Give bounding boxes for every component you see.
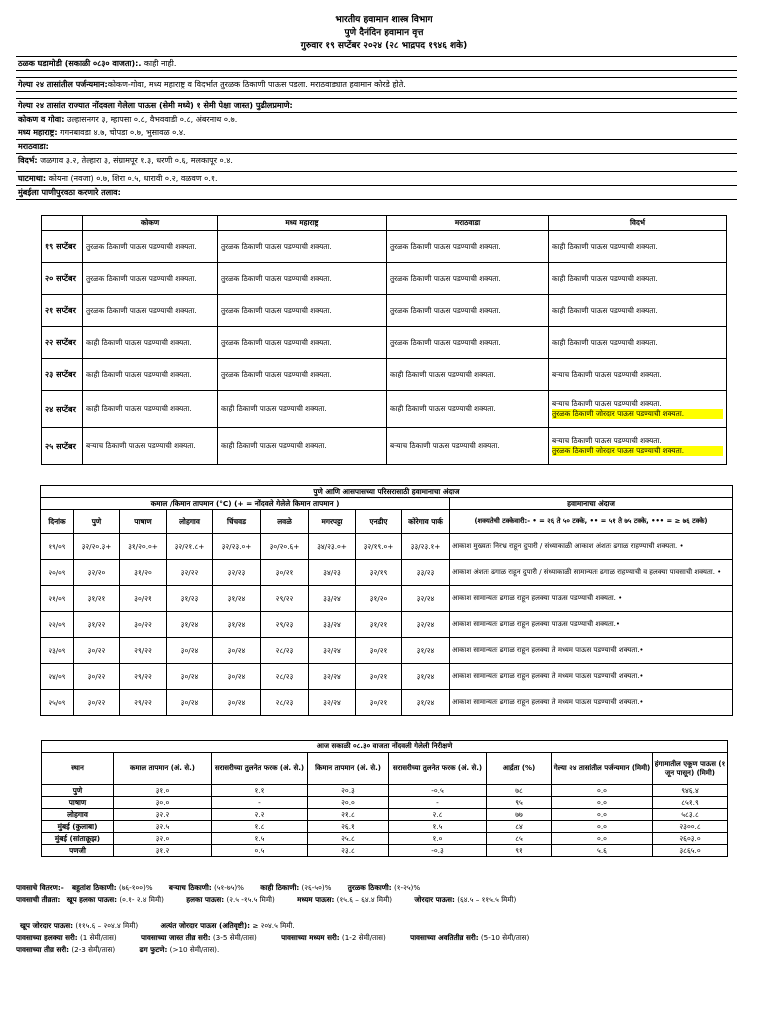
- forecast-cell-madhya: तुरळक ठिकाणी पाऊस पडण्याची शक्यता.: [218, 359, 387, 391]
- forecast-cell-vidarbha: काही ठिकाणी पाऊस पडण्याची शक्यता.: [549, 231, 727, 263]
- forecast-day: १९/०९: [41, 534, 74, 560]
- pune-forecast-row: [41, 690, 733, 716]
- header-vidarbha: विदर्भ: [549, 216, 727, 231]
- rate-legend: पावसाच्या हलक्या सरी: (1 सेमी/तास) पावसाच्या जास्त तीव्र सरी: (3-5 सेमी/तास) पावसाच्या मध्यम सरी: (1-2 सेमी/तास) पावसाच्या अवतितीव्र सरी: (5-10 सेमी/तास): [16, 933, 530, 942]
- pune-forecast-title: पुणे आणि आसपासच्या परिसरासाठी हवामानाचा अंदाज: [41, 486, 733, 498]
- forecast-cell-vidarbha: काही ठिकाणी पाऊस पडण्याची शक्यता.: [549, 263, 727, 295]
- obs-row: [42, 785, 728, 797]
- forecast-row: [42, 231, 727, 263]
- temp-cell: २९/२२: [261, 586, 309, 612]
- obs-value: ०.०: [552, 797, 653, 809]
- header-madhya: मध्य महाराष्ट्र: [218, 216, 387, 231]
- obs-value: २६.१: [308, 821, 389, 833]
- obs-value: ३१.०: [114, 785, 212, 797]
- obs-value: ९४६.४: [653, 785, 728, 797]
- summary-line: गेल्या २४ तासांत राज्यात नोंदवला गेलेला पाऊस (सेमी मध्ये) १ सेमी पेक्षा जास्त) पुढीलप्रमाणे:: [16, 98, 737, 112]
- heavy-rain-warning: तुरळक ठिकाणी जोरदार पाऊस पडण्याची शक्यता.: [552, 409, 723, 419]
- obs-value: १.५: [389, 821, 487, 833]
- summary-line: विदर्भ: जळगाव ३.२, तेल्हारा ३, संग्रामपूर १.३, धरणी ०.६, मलकापूर ०.४.: [16, 153, 737, 167]
- temp-cell: ३०/२४: [213, 638, 261, 664]
- obs-value: ०.०: [552, 833, 653, 845]
- forecast-cell-marathwada: तुरळक ठिकाणी पाऊस पडण्याची शक्यता.: [387, 327, 549, 359]
- temp-cell: ३२/२४: [309, 664, 356, 690]
- forecast-date: २० सप्टेंबर: [42, 263, 83, 295]
- obs-column-header: हंगामातील एकूण पाऊस (१ जून पासून) (मिमी): [653, 753, 728, 785]
- obs-value: २३००.८: [653, 821, 728, 833]
- obs-value: ७७: [487, 809, 552, 821]
- summary-line: मराठवाडा:: [16, 139, 737, 153]
- obs-value: २.२: [212, 809, 308, 821]
- obs-value: ०.५: [212, 845, 308, 857]
- obs-column-header: किमान तापमान (अं. से.): [308, 753, 389, 785]
- weather-outlook: आकाश सामान्यतः ढगाळ राहून हलक्या पाऊस पडण्याची शक्यता. •: [450, 586, 733, 612]
- obs-value: ३२.२: [114, 809, 212, 821]
- obs-value: ८४: [487, 821, 552, 833]
- obs-value: १.५: [212, 833, 308, 845]
- station-name: पणजी: [42, 845, 114, 857]
- forecast-cell-madhya: तुरळक ठिकाणी पाऊस पडण्याची शक्यता.: [218, 295, 387, 327]
- temp-cell: २९/२२: [120, 690, 167, 716]
- forecast-cell-konkan: काही ठिकाणी पाऊस पडण्याची शक्यता.: [83, 327, 218, 359]
- temp-cell: ३०/२०.६+: [261, 534, 309, 560]
- forecast-cell-madhya: तुरळक ठिकाणी पाऊस पडण्याची शक्यता.: [218, 231, 387, 263]
- weather-outlook: आकाश सामान्यतः ढगाळ राहून हलक्या ते मध्यम पाऊस पडण्याची शक्यता.•: [450, 690, 733, 716]
- forecast-day: २२/०९: [41, 612, 74, 638]
- obs-value: २६०३.०: [653, 833, 728, 845]
- forecast-date: २४ सप्टेंबर: [42, 391, 83, 428]
- pune-forecast-row: [41, 664, 733, 690]
- temp-cell: ३२/२३.०+: [213, 534, 261, 560]
- temp-cell: ३०/२२: [74, 638, 120, 664]
- pune-forecast-row: [41, 586, 733, 612]
- obs-column-header: सरासरीच्या तुलनेत फरक (अं. से.): [389, 753, 487, 785]
- obs-value: ०.०: [552, 821, 653, 833]
- department-title: भारतीय हवामान शास्त्र विभाग: [335, 15, 433, 25]
- forecast-row: [42, 359, 727, 391]
- forecast-day: २०/०९: [41, 560, 74, 586]
- temp-cell: ३२/२२: [167, 560, 213, 586]
- intensity-legend-2: खूप जोरदार पाऊस: (११५.६ – २०४.४ मिमी) अत्यंत जोरदार पाऊस (अतिवृष्टी): ≥ २०४.५ मिमी.: [20, 921, 295, 930]
- obs-column-header: गेल्या २४ तासांतील पर्जन्यमान (मिमी): [552, 753, 653, 785]
- temp-cell: ३१/२४: [402, 690, 450, 716]
- temp-cell: ३२/२०.३+: [74, 534, 120, 560]
- temp-header: कमाल /किमान तापमान (°C) (+ = नोंदवले गेलेले किमान तापमान ): [41, 498, 450, 510]
- weather-outlook: आकाश अंशतः ढगाळ राहून दुपारी / संध्याकाळी सामान्यतः ढगाळ राहण्याची व हलक्या पावसाची शक्यता. •: [450, 560, 733, 586]
- temp-cell: ३०/२४: [213, 664, 261, 690]
- forecast-cell-vidarbha: काही ठिकाणी पाऊस पडण्याची शक्यता.: [549, 295, 727, 327]
- temp-cell: ३०/२२: [120, 612, 167, 638]
- header-marathwada: मराठवाडा: [387, 216, 549, 231]
- temp-cell: ३१/२०.०+: [120, 534, 167, 560]
- temp-cell: ३१/२४: [213, 612, 261, 638]
- temp-cell: ३०/२२: [74, 690, 120, 716]
- obs-row: [42, 797, 728, 809]
- bulletin-date: गुरुवार १९ सप्टेंबर २०२४ (२८ भाद्रपद १९४६ शके): [300, 41, 468, 51]
- forecast-cell-marathwada: काही ठिकाणी पाऊस पडण्याची शक्यता.: [387, 391, 549, 428]
- forecast-day: २५/०९: [41, 690, 74, 716]
- forecast-cell-madhya: काही ठिकाणी पाऊस पडण्याची शक्यता.: [218, 391, 387, 428]
- obs-value: २०.०: [308, 797, 389, 809]
- temp-cell: २९/२२: [120, 638, 167, 664]
- forecast-cell-madhya: काही ठिकाणी पाऊस पडण्याची शक्यता.: [218, 428, 387, 465]
- forecast-row: [42, 295, 727, 327]
- regional-forecast-table: [41, 215, 727, 465]
- temp-cell: ३२/१९: [356, 560, 402, 586]
- obs-row: [42, 809, 728, 821]
- obs-column-header: कमाल तापमान (अं. से.): [114, 753, 212, 785]
- forecast-row: [42, 327, 727, 359]
- obs-row: [42, 821, 728, 833]
- temp-cell: ३०/२१: [356, 690, 402, 716]
- obs-value: -०.३: [389, 845, 487, 857]
- temp-cell: ३०/२४: [167, 664, 213, 690]
- temp-cell: ३०/२२: [74, 664, 120, 690]
- temp-cell: ३१/२४: [402, 664, 450, 690]
- temp-cell: ३१/२१: [356, 612, 402, 638]
- temp-cell: ३३/२४: [309, 612, 356, 638]
- summary-line: मध्य महाराष्ट्र: गगनबावडा ४.७, चोपडा ०.७, भुसावळ ०.४.: [18, 128, 186, 137]
- temp-cell: ३२/२४: [402, 612, 450, 638]
- temp-cell: ३१/२०: [120, 560, 167, 586]
- temp-cell: ३०/२१: [120, 586, 167, 612]
- temp-cell: २८/२३: [261, 638, 309, 664]
- obs-row: [42, 845, 728, 857]
- obs-column-header: स्थान: [42, 753, 114, 785]
- obs-value: ८५१.९: [653, 797, 728, 809]
- observations-table: [41, 740, 728, 857]
- summary-line: ठळक घडामोडी (सकाळी ०८३० वाजता):. काही नाही.: [16, 56, 737, 71]
- temp-cell: ३२/२१.८+: [167, 534, 213, 560]
- weather-outlook: आकाश मुख्यतः निरभ्र राहून दुपारी / संध्याकाळी आकाश अंशतः ढगाळ राहण्याची शक्यता. •: [450, 534, 733, 560]
- weather-header: हवामानाचा अंदाज: [450, 498, 733, 510]
- obs-value: ३८६५.०: [653, 845, 728, 857]
- forecast-row: [42, 263, 727, 295]
- temp-cell: २८/२३: [261, 664, 309, 690]
- forecast-cell-konkan: काही ठिकाणी पाऊस पडण्याची शक्यता.: [83, 391, 218, 428]
- forecast-cell-marathwada: तुरळक ठिकाणी पाऊस पडण्याची शक्यता.: [387, 263, 549, 295]
- temp-cell: ३०/२४: [167, 690, 213, 716]
- summary-line: गेल्या २४ तासांतील पर्जन्यमान:कोकण-गोवा, मध्य महाराष्ट्र व विदर्भात तुरळक ठिकाणी पाऊस पडला. मराठवाड्यात हवामान कोरडे होते.: [16, 77, 737, 92]
- temp-cell: ३१/२१: [74, 586, 120, 612]
- forecast-cell-konkan: काही ठिकाणी पाऊस पडण्याची शक्यता.: [83, 359, 218, 391]
- obs-value: -०.५: [389, 785, 487, 797]
- obs-value: २०.३: [308, 785, 389, 797]
- obs-value: ५८३.८: [653, 809, 728, 821]
- pune-forecast-table: पुणे आणि आसपासच्या परिसरासाठी हवामानाचा अंदाज कमाल /किमान तापमान (°C) (+ = नोंदवले गेलेले किमान तापमान ) हवामानाचा अंदाज दिनांक पुणे पाषाण लोहगाव चिंचवड लवळे मगरपट्टा एनडीए कोरेगाव पार्क (शक्यतेची टक्केवारी:- • = २६ ते ५० टक्के, •• = ५१ ते ७५ टक्के, ••• = ≥ ७६ टक्के) १९/०९ ३२/२०.३+ ३१/२०.०+ ३२/२१.८+ ३२/२३.०+ ३०/२०.६+ ३४/२३.०+ ३२/१९.०+ ३३/२३.१+ आकाश मुख्यतः निरभ्र राहून दुपारी / संध्याकाळी आकाश अंशतः ढगाळ राहण्याची शक्यता. • २०/०९ ३२/२० ३१/२० ३२/२२ ३२/२३ ३०/२१ ३४/२३ ३२/१९ ३३/२३ आकाश अंशतः ढगाळ राहून दुपारी / संध्याकाळी सामान्यतः ढगाळ राहण्याची व हलक्या पावसाची शक्यता. • २१/०९ ३१/२१ ३०/२१ ३१/२३ ३१/२४ २९/२२ ३३/२४ ३१/२० ३२/२४ आकाश सामान्यतः ढगाळ राहून हलक्या पाऊस पडण्याची शक्यता. • २२/०९ ३१/२२ ३०/२२ ३१/२४ ३१/२४ २९/२३ ३३/२४ ३१/२१ ३२/२४ आकाश सामान्यतः ढगाळ राहून हलक्या पाऊस पडण्याची शक्यता.• २३/०९ ३०/२२ २९/२२ ३०/२४ ३०/२४ २८/२३ ३२/२४ ३०/२१ ३१/२४ आकाश सामान्यतः ढगाळ राहून हलक्या ते मध्यम पाऊस पडण्याची शक्यता.• २४/०९ ३०/२२ २९/२२ ३०/२४ ३०/२४ २८/२३ ३२/२४ ३०/२१ ३१/२४ आकाश सामान्यतः ढगाळ राहून हलक्या ते मध्यम पाऊस पडण्याची शक्यता.• २५/०९ ३०/२२ २९/२२ ३०/२४ ३०/२४ २८/२३ ३२/२४ ३०/२१ ३१/२४ आकाश सामान्यतः ढगाळ राहून हलक्या ते मध्यम पाऊस पडण्याची शक्यता.•: [40, 485, 733, 716]
- temp-cell: २८/२३: [261, 690, 309, 716]
- obs-value: १.८: [212, 821, 308, 833]
- forecast-cell-konkan: तुरळक ठिकाणी पाऊस पडण्याची शक्यता.: [83, 295, 218, 327]
- header-konkan: कोकण: [83, 216, 218, 231]
- forecast-row: [42, 391, 727, 428]
- legend-footer: [16, 882, 737, 956]
- obs-value: ९१: [487, 845, 552, 857]
- temp-cell: ३०/२४: [213, 690, 261, 716]
- obs-value: ८५: [487, 833, 552, 845]
- temp-cell: २९/२३: [261, 612, 309, 638]
- temp-cell: ३३/२३.१+: [402, 534, 450, 560]
- forecast-date: २५ सप्टेंबर: [42, 428, 83, 465]
- obs-value: १.१: [212, 785, 308, 797]
- forecast-cell-marathwada: बऱ्याच ठिकाणी पाऊस पडण्याची शक्यता.: [387, 428, 549, 465]
- temp-cell: ३२/२४: [402, 586, 450, 612]
- summary-line: घाटमाथा: कोयना (नवजा) ०.७, शिरा ०.५, धारावी ०.२, वळवण ०.१.: [16, 171, 737, 185]
- forecast-date: २३ सप्टेंबर: [42, 359, 83, 391]
- forecast-row: [42, 428, 727, 465]
- obs-value: -: [389, 797, 487, 809]
- temp-cell: ३१/२२: [74, 612, 120, 638]
- summary-line: मुंबईला पाणीपुरवठा करणारे तलाव:: [16, 185, 737, 200]
- pune-forecast-row: [41, 560, 733, 586]
- summary-section: [16, 56, 737, 200]
- obs-value: ०.०: [552, 809, 653, 821]
- forecast-cell-madhya: तुरळक ठिकाणी पाऊस पडण्याची शक्यता.: [218, 327, 387, 359]
- forecast-day: २१/०९: [41, 586, 74, 612]
- temp-cell: ३१/२४: [213, 586, 261, 612]
- forecast-cell-vidarbha: बऱ्याच ठिकाणी पाऊस पडण्याची शक्यता. तुरळक ठिकाणी जोरदार पाऊस पडण्याची शक्यता.: [549, 428, 727, 465]
- forecast-date: २२ सप्टेंबर: [42, 327, 83, 359]
- temp-cell: ३२/२४: [309, 690, 356, 716]
- weather-outlook: आकाश सामान्यतः ढगाळ राहून हलक्या पाऊस पडण्याची शक्यता.•: [450, 612, 733, 638]
- forecast-day: २३/०९: [41, 638, 74, 664]
- obs-value: -: [212, 797, 308, 809]
- station-name: लोहगाव: [42, 809, 114, 821]
- temp-cell: २९/२२: [120, 664, 167, 690]
- bulletin-title: पुणे दैनंदिन हवामान वृत्त: [344, 28, 424, 38]
- forecast-cell-konkan: तुरळक ठिकाणी पाऊस पडण्याची शक्यता.: [83, 231, 218, 263]
- obs-value: ३२.०: [114, 833, 212, 845]
- station-name: मुंबई (सांताक्रूझ): [42, 833, 114, 845]
- temp-cell: ३४/२३.०+: [309, 534, 356, 560]
- temp-cell: ३०/२४: [167, 638, 213, 664]
- forecast-cell-konkan: तुरळक ठिकाणी पाऊस पडण्याची शक्यता.: [83, 263, 218, 295]
- temp-cell: ३०/२१: [356, 638, 402, 664]
- forecast-date: १९ सप्टेंबर: [42, 231, 83, 263]
- temp-cell: ३०/२१: [356, 664, 402, 690]
- obs-value: ३२.५: [114, 821, 212, 833]
- obs-value: ९५: [487, 797, 552, 809]
- forecast-cell-vidarbha: काही ठिकाणी पाऊस पडण्याची शक्यता.: [549, 327, 727, 359]
- obs-value: २.८: [389, 809, 487, 821]
- forecast-date: २१ सप्टेंबर: [42, 295, 83, 327]
- temp-cell: ३२/१९.०+: [356, 534, 402, 560]
- obs-value: ३०.०: [114, 797, 212, 809]
- forecast-cell-vidarbha: बऱ्याच ठिकाणी पाऊस पडण्याची शक्यता. तुरळक ठिकाणी जोरदार पाऊस पडण्याची शक्यता.: [549, 391, 727, 428]
- station-name: पाषाण: [42, 797, 114, 809]
- station-name: मुंबई (कुलाबा): [42, 821, 114, 833]
- obs-row: [42, 833, 728, 845]
- forecast-cell-konkan: बऱ्याच ठिकाणी पाऊस पडण्याची शक्यता.: [83, 428, 218, 465]
- station-name: पुणे: [42, 785, 114, 797]
- temp-cell: ३१/२४: [402, 638, 450, 664]
- distribution-legend: पावसाचे वितरण:- बहुतांश ठिकाणी: (७६-१००)% बऱ्याच ठिकाणी: (५१-७५)% काही ठिकाणी: (२६-५०)% तुरळक ठिकाणी: (१-२५)%: [16, 883, 421, 892]
- forecast-header-row: [42, 216, 727, 231]
- obs-value: २३.८: [308, 845, 389, 857]
- temp-cell: ३३/२४: [309, 586, 356, 612]
- obs-value: २१.८: [308, 809, 389, 821]
- obs-value: ५.६: [552, 845, 653, 857]
- pune-forecast-row: [41, 534, 733, 560]
- temp-cell: ३१/२०: [356, 586, 402, 612]
- obs-value: ०.०: [552, 785, 653, 797]
- probability-legend: (शक्यतेची टक्केवारी:- • = २६ ते ५० टक्के, •• = ५१ ते ७५ टक्के, ••• = ≥ ७६ टक्के): [450, 510, 733, 534]
- summary-line: कोकण व गोवा: उल्हासनगर ३, म्हापसा ०.८, वैभववाडी ०.८, अंबरनाथ ०.७.: [16, 112, 737, 126]
- temp-cell: ३२/२४: [309, 638, 356, 664]
- obs-value: ३१.२: [114, 845, 212, 857]
- rate-legend-2: पावसाच्या तीव्र सरी: (2-3 सेमी/तास) ढग फुटणे: (>10 सेमी/तास).: [16, 945, 220, 954]
- forecast-cell-marathwada: काही ठिकाणी पाऊस पडण्याची शक्यता.: [387, 359, 549, 391]
- obs-value: १.०: [389, 833, 487, 845]
- weather-outlook: आकाश सामान्यतः ढगाळ राहून हलक्या ते मध्यम पाऊस पडण्याची शक्यता.•: [450, 638, 733, 664]
- observations-title: आज सकाळी ०८.३० वाजता नोंदवली गेलेली निरीक्षणे: [42, 741, 728, 753]
- temp-cell: ३४/२३: [309, 560, 356, 586]
- obs-value: २५.८: [308, 833, 389, 845]
- weather-outlook: आकाश सामान्यतः ढगाळ राहून हलक्या ते मध्यम पाऊस पडण्याची शक्यता.•: [450, 664, 733, 690]
- forecast-cell-madhya: तुरळक ठिकाणी पाऊस पडण्याची शक्यता.: [218, 263, 387, 295]
- pune-forecast-row: [41, 612, 733, 638]
- obs-value: ७८: [487, 785, 552, 797]
- forecast-day: २४/०९: [41, 664, 74, 690]
- forecast-cell-vidarbha: बऱ्याच ठिकाणी पाऊस पडण्याची शक्यता.: [549, 359, 727, 391]
- temp-cell: ३२/२३: [213, 560, 261, 586]
- obs-column-header: आर्द्रता (%): [487, 753, 552, 785]
- temp-cell: ३१/२३: [167, 586, 213, 612]
- bulletin-header: [0, 14, 768, 53]
- temp-cell: ३०/२१: [261, 560, 309, 586]
- intensity-legend: पावसाची तीव्रता: खूप हलका पाऊस: (०.१- २.४ मिमी) हलका पाऊस: (२.५ -१५.५ मिमी) मध्यम पाऊस: (१५.६ – ६४.४ मिमी) जोरदार पाऊस: (६४.५ – ११५.५ मिमी): [16, 895, 517, 904]
- obs-column-header: सरासरीच्या तुलनेत फरक (अं. से.): [212, 753, 308, 785]
- temp-cell: ३३/२३: [402, 560, 450, 586]
- temp-cell: ३१/२४: [167, 612, 213, 638]
- heavy-rain-warning: तुरळक ठिकाणी जोरदार पाऊस पडण्याची शक्यता.: [552, 446, 723, 456]
- forecast-cell-marathwada: तुरळक ठिकाणी पाऊस पडण्याची शक्यता.: [387, 231, 549, 263]
- forecast-cell-marathwada: तुरळक ठिकाणी पाऊस पडण्याची शक्यता.: [387, 295, 549, 327]
- pune-forecast-row: [41, 638, 733, 664]
- temp-cell: ३२/२०: [74, 560, 120, 586]
